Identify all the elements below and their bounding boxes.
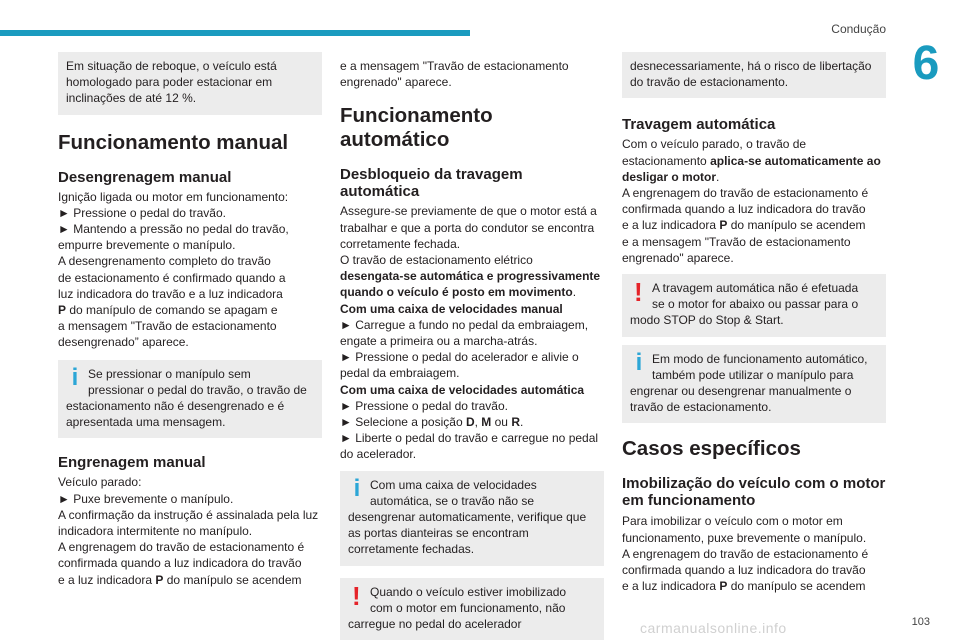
subheading-desengrenagem: Desengrenagem manual [58, 168, 232, 186]
text-line: inclinações de até 12 %. [66, 91, 197, 106]
text-line: O travão de estacionamento elétrico [340, 253, 533, 268]
text-line: A engrenagem do travão de estacionamento é [622, 186, 869, 201]
text-span: e a luz indicadora [622, 579, 720, 594]
warning-note [340, 578, 604, 640]
text-line: A confirmação da instrução é assinalada pela luz [58, 507, 319, 522]
text-line: desnecessariamente, há o risco de libertação [630, 59, 872, 73]
text-line: engrenado" aparece. [622, 250, 734, 265]
text-line: ► Liberte o pedal do travão e carregue no pedal [340, 431, 599, 446]
text-span: ► Selecione a posição [340, 415, 466, 430]
subheading-imobilizacao [622, 475, 886, 509]
header-accent-bar [0, 30, 470, 36]
text-line: e a mensagem "Travão de estacionamento [340, 59, 569, 73]
text-line: Em situação de reboque, o veículo está [66, 59, 277, 73]
text-line: se o motor for abaixo ou passar para o [652, 297, 859, 312]
info-note [58, 360, 322, 439]
bold-text: quando o veículo é posto em movimento [340, 285, 573, 300]
heading-casos-especificos: Casos específicos [622, 437, 801, 461]
text-line: estacionamento não é desengrenado e é [66, 399, 285, 414]
paragraph [340, 203, 604, 462]
text-span: . [572, 285, 577, 300]
subheading-travagem-automatica: Travagem automática [622, 116, 776, 134]
text-line: indicadora intermitente no manípulo. [58, 524, 253, 539]
text-line [622, 217, 886, 233]
text-line [622, 153, 886, 169]
text-line: confirmada quando a luz indicadora do travão [622, 202, 866, 217]
gear-letter: D [465, 415, 475, 430]
info-icon: i [71, 363, 79, 391]
text-line: apresentada uma mensagem. [66, 415, 226, 430]
info-icon: i [635, 348, 643, 376]
text-line: corretamente fechada. [340, 236, 461, 251]
text-line: A engrenagem do travão de estacionamento é [622, 546, 869, 561]
note-box [58, 52, 322, 115]
text-line: também pode utilizar o manípulo para [652, 367, 854, 382]
text-line: e a mensagem "Travão de estacionamento [622, 234, 851, 249]
text-line: Assegure-se previamente de que o motor está a [340, 204, 597, 219]
subheading-desbloqueio: Desbloqueio da travagem automática [340, 166, 523, 201]
text-line: ► Mantendo a pressão no pedal do travão, [58, 222, 289, 237]
paragraph [58, 474, 322, 587]
warning-note [622, 274, 886, 337]
bold-text: Com uma caixa de velocidades automática [340, 382, 585, 397]
text-line: desengrenar automaticamente, verifique que [348, 510, 587, 525]
bold-text: desligar o motor [622, 169, 717, 184]
text-line: a mensagem "Travão de estacionamento [58, 319, 277, 334]
text-line: A desengrenamento completo do travão [58, 254, 271, 269]
text-line: engate a primeira ou a marcha-atrás. [340, 334, 538, 349]
info-note [340, 471, 604, 566]
text-line: carregue no pedal do acelerador [348, 617, 522, 632]
text-line: luz indicadora do travão e a luz indicadora [58, 286, 283, 301]
text-line: modo STOP do Stop & Start. [630, 313, 784, 328]
text-line: engrenado" aparece. [340, 75, 452, 90]
subheading-engrenagem: Engrenagem manual [58, 454, 206, 472]
indicator-letter: P [155, 572, 164, 587]
bold-text: desengata-se automática e progressivamente [340, 269, 601, 284]
warning-icon: ! [352, 580, 361, 611]
subheading-line: em funcionamento [622, 492, 756, 510]
watermark: carmanualsonline.info [640, 620, 787, 636]
text-line: as portas dianteiras se encontram [348, 526, 529, 541]
text-line: engrenar ou desengrenar manualmente o [630, 384, 852, 399]
text-span: . [716, 169, 720, 184]
indicator-letter: P [58, 303, 67, 318]
text-line [340, 284, 604, 300]
text-line: automática, se o travão não se [370, 493, 535, 508]
text-line: ► Pressione o pedal do travão. [58, 205, 226, 220]
text-line [58, 302, 322, 318]
chapter-number: 6 [912, 37, 940, 90]
text-line [340, 414, 604, 430]
column-2 [340, 52, 604, 640]
page-number: 103 [911, 616, 930, 628]
text-line: pedal da embraiagem. [340, 366, 460, 381]
text-span: e a luz indicadora [622, 218, 720, 233]
text-line: do acelerador. [340, 447, 417, 462]
text-line: com o motor em funcionamento, não [370, 600, 566, 615]
text-line [622, 169, 886, 185]
text-span: e a luz indicadora [58, 572, 156, 587]
info-icon: i [353, 474, 361, 502]
indicator-letter: P [719, 218, 728, 233]
text-line [622, 578, 886, 594]
text-line [58, 572, 322, 588]
text-span: estacionamento [622, 153, 711, 168]
text-span: , [474, 415, 482, 430]
gear-letter: M [481, 415, 492, 430]
heading-funcionamento-automatico: Funcionamento automático [340, 104, 493, 152]
heading-funcionamento-manual: Funcionamento manual [58, 130, 289, 154]
text-line: ► Carregue a fundo no pedal da embraiagem, [340, 317, 589, 332]
text-line: Em modo de funcionamento automático, [652, 351, 868, 366]
text-span: do manípulo de comando se apagam e [66, 303, 278, 318]
text-span: do manípulo se acendem [163, 572, 302, 587]
paragraph [622, 513, 886, 594]
text-line [340, 268, 604, 284]
text-line: travão de estacionamento. [630, 400, 772, 415]
text-line: pressionar o pedal do travão, o travão de [88, 382, 307, 397]
text-line: Para imobilizar o veículo com o motor em [622, 514, 843, 529]
text-line: ► Pressione o pedal do travão. [340, 398, 508, 413]
text-line: Com o veículo parado, o travão de [622, 137, 807, 152]
paragraph [58, 189, 322, 351]
bold-text: aplica-se automaticamente ao [710, 153, 881, 168]
text-line: corretamente fechadas. [348, 542, 475, 557]
indicator-letter: P [719, 579, 728, 594]
warning-icon: ! [634, 277, 643, 308]
note-box [622, 52, 886, 98]
info-note [622, 345, 886, 424]
text-line: de estacionamento é confirmado quando a [58, 270, 286, 285]
text-line: Veículo parado: [58, 475, 142, 490]
text-line: homologado para poder estacionar em [66, 75, 273, 90]
text-line: Com uma caixa de velocidades [370, 477, 537, 492]
text-line: ► Pressione o pedal do acelerador e alivie o [340, 350, 579, 365]
paragraph [622, 136, 886, 266]
text-line: empurre brevemente o manípulo. [58, 238, 236, 253]
text-line: Se pressionar o manípulo sem [88, 366, 251, 381]
bold-text: Com uma caixa de velocidades manual [340, 301, 563, 316]
section-title: Condução [831, 22, 886, 36]
text-span: do manípulo se acendem [727, 579, 866, 594]
gear-letter: R [511, 415, 520, 430]
text-line: ► Puxe brevemente o manípulo. [58, 491, 234, 506]
text-line: desengrenado” aparece. [58, 335, 189, 350]
text-line: confirmada quando a luz indicadora do travão [58, 556, 302, 571]
text-line: do travão de estacionamento. [630, 75, 789, 90]
text-line: funcionamento, puxe brevemente o manípulo. [622, 530, 867, 545]
text-span: do manípulo se acendem [727, 218, 866, 233]
text-line: Ignição ligada ou motor em funcionamento: [58, 189, 289, 204]
column-1 [58, 52, 322, 588]
column-3 [622, 52, 886, 594]
text-span: ou [491, 415, 512, 430]
text-line: trabalhar e que a porta do condutor se encontra [340, 220, 595, 235]
text-line [340, 301, 604, 317]
text-line: A engrenagem do travão de estacionamento é [58, 540, 305, 555]
text-span: . [519, 415, 524, 430]
text-line: Quando o veículo estiver imobilizado [370, 584, 567, 599]
text-line [340, 382, 604, 398]
text-line: A travagem automática não é efetuada [652, 281, 859, 296]
subheading-line: Imobilização do veículo com o motor [622, 475, 886, 493]
paragraph [340, 52, 604, 90]
text-line: confirmada quando a luz indicadora do travão [622, 563, 866, 578]
